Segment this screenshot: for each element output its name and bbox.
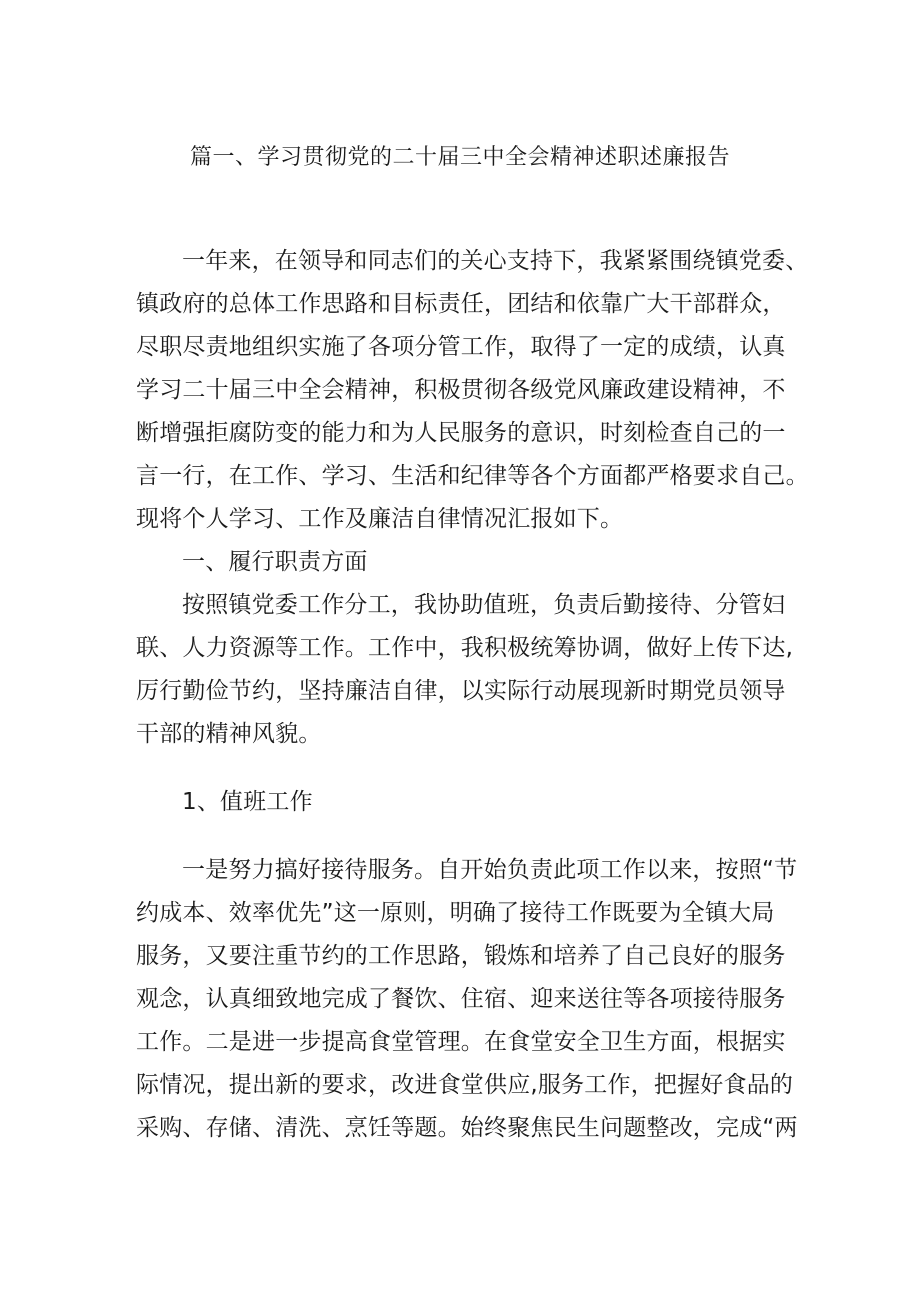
paragraph-line: 际情况，提出新的要求，改进食堂供应,服务工作，把握好食品的 [136, 1072, 794, 1098]
document-body [136, 240, 809, 1150]
paragraph-line: 采购、存储、清洗、烹饪等题。始终聚焦民生问题整改，完成“两 [136, 1115, 798, 1141]
paragraph-line: 工作。二是进一步提高食堂管理。在食堂安全卫生方面，根据实 [136, 1029, 786, 1055]
paragraph-line: 言一行，在工作、学习、生活和纪律等各个方面都严格要求自己。 [136, 463, 809, 489]
paragraph-line: 现将个人学习、工作及廉洁自律情况汇报如下。 [136, 506, 624, 532]
paragraph-line: 厉行勤俭节约，坚持廉洁自律，以实际行动展现新时期党员领导 [136, 678, 786, 704]
paragraph-line: 断增强拒腐防变的能力和为人民服务的意识，时刻检查自己的一 [136, 420, 786, 446]
paragraph-line: 学习二十届三中全会精神，积极贯彻各级党风廉政建设精神，不 [136, 377, 786, 403]
paragraph-line: 服务，又要注重节约的工作思路，锻炼和培养了自己良好的服务 [136, 943, 786, 969]
document-title: 篇一、学习贯彻党的二十届三中全会精神述职述廉报告 [189, 145, 730, 170]
paragraph-line: 干部的精神风貌。 [136, 721, 322, 747]
subsection-heading: 1、值班工作 [182, 789, 313, 815]
section-heading: 一、履行职责方面 [182, 549, 368, 575]
paragraph-line: 观念，认真细致地完成了餐饮、住宿、迎来送往等各项接待服务 [136, 986, 786, 1012]
paragraph-line: 联、人力资源等工作。工作中，我积极统筹协调，做好上传下达, [136, 635, 794, 661]
paragraph-line: 按照镇党委工作分工，我协助值班，负责后勤接待、分管妇 [182, 592, 786, 618]
paragraph-line: 镇政府的总体工作思路和目标责任，团结和依靠广大干部群众， [136, 291, 786, 317]
paragraph-line: 一年来，在领导和同志们的关心支持下，我紧紧围绕镇党委、 [182, 248, 809, 274]
paragraph-line: 尽职尽责地组织实施了各项分管工作，取得了一定的成绩，认真 [136, 334, 786, 360]
paragraph-line: 约成本、效率优先”这一原则，明确了接待工作既要为全镇大局 [136, 900, 775, 926]
paragraph-line: 一是努力搞好接待服务。自开始负责此项工作以来，按照“节 [182, 857, 798, 883]
